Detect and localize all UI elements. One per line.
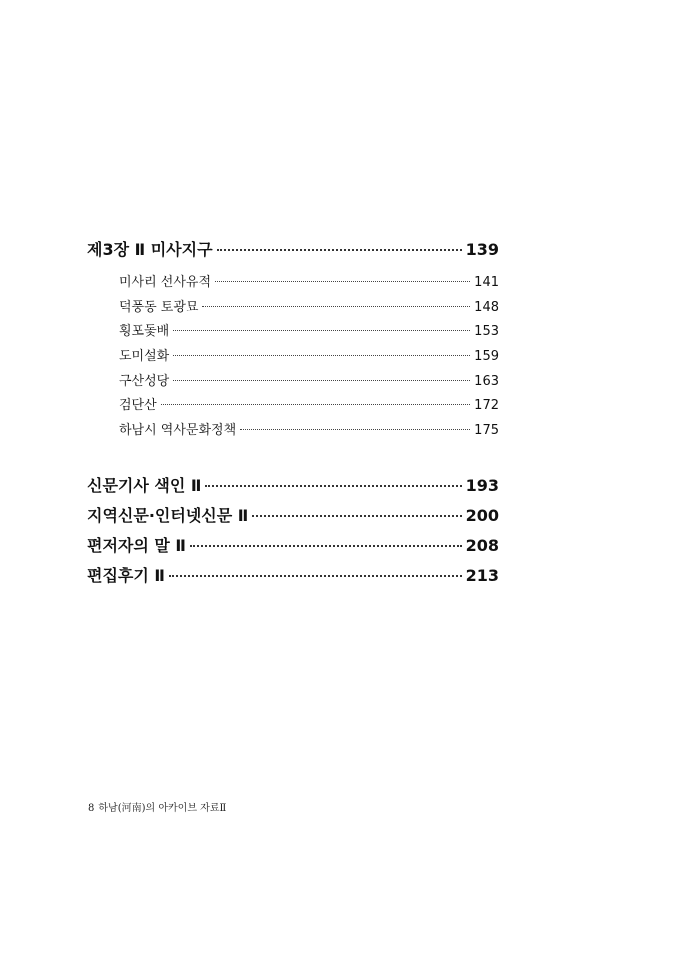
toc-entry-page: 213 xyxy=(465,565,499,585)
toc-entry-page: 141 xyxy=(474,275,499,290)
toc-entry-page: 175 xyxy=(474,423,499,439)
toc-entry-page: 208 xyxy=(465,535,499,555)
toc-entry-section[interactable] xyxy=(119,320,499,345)
dot-leader xyxy=(173,330,470,331)
page-footer xyxy=(88,799,230,814)
toc-entry-appendix[interactable] xyxy=(87,502,499,532)
toc-entry-section[interactable] xyxy=(119,419,499,444)
toc-entry-title: 검단산 xyxy=(119,398,157,414)
toc-entry-section[interactable] xyxy=(119,345,499,370)
toc-entry-title: 제3장 Ⅱ 미사지구 xyxy=(87,240,213,259)
toc-entry-page: 193 xyxy=(465,475,499,495)
toc-entry-chapter3[interactable] xyxy=(87,236,499,266)
toc-entry-page: 153 xyxy=(474,324,499,340)
toc-entry-title: 하남시 역사문화정책 xyxy=(119,423,237,439)
dot-leader xyxy=(173,380,470,381)
toc-entry-page: 200 xyxy=(465,505,499,525)
book-title: 하남(河南)의 아카이브 자료Ⅱ xyxy=(98,803,227,814)
dot-leader xyxy=(190,545,462,547)
toc-entry-title: 구산성당 xyxy=(119,373,170,389)
dot-leader xyxy=(215,281,470,282)
toc-entry-appendix[interactable] xyxy=(87,532,499,562)
toc-entry-title: 덕풍동 토광묘 xyxy=(119,299,199,315)
page-number: 8 xyxy=(88,803,95,814)
toc-entry-page: 159 xyxy=(474,349,499,365)
toc-entry-appendix[interactable] xyxy=(87,472,499,502)
toc-entry-page: 148 xyxy=(474,299,499,315)
toc-entry-section[interactable] xyxy=(119,271,499,296)
dot-leader xyxy=(202,306,470,307)
toc-entry-title: 지역신문·인터넷신문 Ⅱ xyxy=(87,505,249,525)
toc-entry-title: 신문기사 색인 Ⅱ xyxy=(87,475,202,495)
toc-entry-appendix[interactable] xyxy=(87,562,499,592)
toc-entry-title: 횡포돛배 xyxy=(119,324,170,340)
toc-entry-section[interactable] xyxy=(119,370,499,395)
dot-leader xyxy=(161,404,470,405)
table-of-contents xyxy=(87,236,499,592)
toc-entry-title: 도미설화 xyxy=(119,349,170,365)
toc-entry-section[interactable] xyxy=(119,296,499,321)
dot-leader xyxy=(205,485,461,487)
toc-entry-page: 163 xyxy=(474,373,499,389)
toc-entry-section[interactable] xyxy=(119,394,499,419)
toc-entry-page: 139 xyxy=(465,240,499,259)
toc-entry-title: 편집후기 Ⅱ xyxy=(87,565,165,585)
dot-leader xyxy=(173,355,470,356)
dot-leader xyxy=(217,249,462,251)
toc-entry-title: 미사리 선사유적 xyxy=(119,275,212,290)
dot-leader xyxy=(240,429,470,430)
dot-leader xyxy=(252,515,461,517)
toc-entry-title: 편저자의 말 Ⅱ xyxy=(87,535,186,555)
toc-entry-page: 172 xyxy=(474,398,499,414)
dot-leader xyxy=(169,575,462,577)
